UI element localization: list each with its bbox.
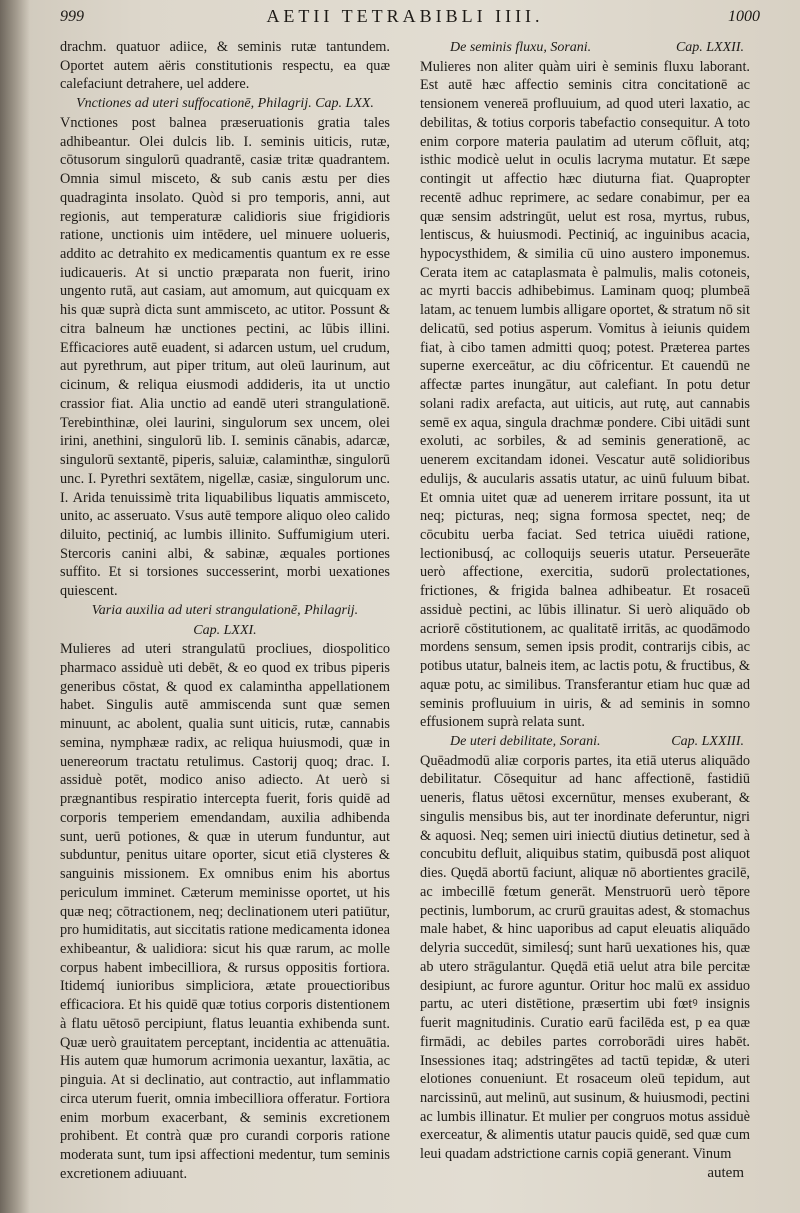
section-heading-cap-71: Varia auxilia ad uteri strangulationē, Philagrij. <box>91 602 359 618</box>
left-column <box>60 38 390 1184</box>
section-title-cap-73: De uteri debilitate, Sorani. <box>450 734 601 750</box>
section-body-cap-73: Quēadmodū aliæ corporis partes, ita etiā uterus aliquādo debilitatur. Cōsequitur ad hanc affectionē, fastidiū ueneris, flatus uētosi excernūtur, menses exuberant, & singulis mensibus bis, aut ter inordinate deferuntur, nigri & aquosi. Neq; semen uiri iniectū diutius detinetur, sed à concubitu defluit, aliquibus statim, quibusdā post aliquot dies. Quędā abortū faciunt, aliquæ nō abortientes gracilē, ac imbecillē fœtum generāt. Menstruorū uerò tēpore pectinis, lumborum, ac crurū grauitas adest, & stomachus male habet, & hinc uaporibus ad caput eleuatis aliquādo delyria succedūt, similesq́; sunt harū uexationes his, quæ ab utero strāgulantur. Quędā etiā uelut atra bile percitæ desipiunt, ac furore aguntur. Oritur hoc malū ex assiduo partu, ac uteri distētione, præsertim ubi fœtꝰ insignis fuerit magnitudinis. Curatio earū facilēda est, p ea quæ firmādi, ac debiles partes corroborādi uires habēt. Insessiones itaq; adstringētes ad tactū tepidæ, & uteri elotiones conueniunt. Et rosaceum oleū tepidum, aut narcissinū, aut melinū, aut susinum, & huiusmodi, pectini ac lumbis illinatur. Et mulier per congruos motus assiduè exerceatur, & alimentis utatur paucis quidē, sed quæ cum leui quadam adstrictione carnis copiā generant. Vinum <box>420 752 750 1163</box>
section-chapter-cap-72: Cap. LXXII. <box>675 40 744 55</box>
running-title: AETII TETRABIBLI IIII. <box>266 6 544 26</box>
page-number-right: 1000 <box>728 8 760 25</box>
section-body-cap-72: Mulieres non aliter quàm uiri è seminis fluxu laborant. Est autē hæc affectio seminis citra concitationē ac tensionem venereā profluuium, ad quod uteri laxatio, ac debilitas, & totius corporis tabefactio consequitur. A toto enim corpore materia paulatim ad uterum cōfluit, atq; isthic modicè uelut in oculis lacryma mutatur. Et sæpe contingit ut affectio hæc diuturna fiat. Quapropter recentē adhuc reprimere, ac sedare conabimur, per ea quæ sensim adstringūt, uelut est rosa, myrtus, rubus, lentiscus, & huiusmodi. Pectiniq́, ac inguinibus acacia, hypocysthidem, & similia cū uino austero imponemus. Cerata item ac cataplasmata è palmulis, malis cotoneis, ac myrti baccis adhibebimus. Laminam quoq; plumbeā latam, ac tenuem lumbis alligare oportet, & stratum nō sit delicatū, sed potius asperum. Vomitus à ieiunis quidem fiat, à cibo tamen admitti quoq; potest. Præterea partes superne exerceātur, ac diu cōfricentur. Et cauendū ne affectæ partes inungātur, aut calefiant. In potu detur solani radix arefacta, aut uiticis, aut rutę, aut cannabis semē ex aqua, singula drachmæ pondere. Cibi uitādi sunt exoluti, ac sorbiles, & ad seminis generationē, ac uenerem excitandam idonei. Vescatur autē solidioribus edulijs, & aucularis assatis utatur, ac uinū fuluum bibat. Et omnia uitet quæ ad uenerem irritare possunt, ita ut neq; picturas, neq; signa formosa spectet, neq; de cōcubitu uerba faciat. Sed tetrica uiuēdi ratione, lectionibusq́, ac colloquijs seueris utatur. Perseuerāte uerò affectione, exercitia, sudorū prolectationes, frictiones, & frigida balnea adhibeatur. Et rosaceū assiduè pectini, ac lūbis illinatur. Si uerò aliquādo ob acriorē cōstitutionem, ac qualitatē irritās, ac quodāmodo mordens sensum, semen ipsis prodit, contrarijs cibis, ac potibus utatur, balneis item, ac lactis potu, & fructibus, & aquæ potu, ac similibus. Transferantur etiam huc quæ ad seminis profluuium in uiris, & ad seminis in somno effusionem suprà relata sunt. <box>420 58 750 731</box>
section-heading-cap-70: Vnctiones ad uteri suffocationē, Philagrij. Cap. LXX. <box>76 96 374 112</box>
page-spine-shadow <box>0 0 30 1213</box>
section-heading-cap-72 <box>420 38 750 58</box>
page-number-left: 999 <box>60 8 84 25</box>
section-title-cap-72: De seminis fluxu, Sorani. <box>450 40 592 55</box>
section-heading-cap-73 <box>420 732 750 752</box>
section-body-cap-71: Mulieres ad uteri strangulatū procliues, diospolitico pharmaco assiduè uti debēt, & eo quod ex tribus piperis generibus cōstat, & quod ex calamintha appellationem habet. Singulis autē ammiscenda sunt quæ semen minuunt, ac abolent, qualia sunt uiticis, rutæ, cannabis semina, nymphææ radix, ac reliqua huiusmodi, quæ in uenereorum tractatu retulimus. Castorij quoq; drac. I. assiduè potēt, modico aniso adiecto. At uerò si prægnantibus respiratio intercepta fuerit, foris quidē ad corporis temperiem emendandam, auxilia adhibenda sunt, uerū potiones, & quæ in uterum funduntur, aut subduntur, penitus uitare oporter, sicut etiā clysteres & sanguinis missionem. Ex omnibus enim his abortus periculum imminet. Cæterum meminisse oportet, ut his quæ neq; cōtractionem, neq; declinationem uteri patiūtur, pro humiditatis, aut siccitatis ratione medicamenta idonea exhibeantur, & ualidiora: sicut his quæ rarum, ac molle corpus habent imbecilliora, & rursus oppositis fortiora. Itidemq́ iunioribus simpliciora, ætate prouectioribus efficaciora. Et his quidē quæ totius corporis distentionem à flatu uētosō percipiunt, flatus leuantia exhibenda sunt. Quæ uerò grauitatem perceptant, incidentia ac attenuātia. His autem quæ humorum acrimonia uexantur, laxātia, ac pinguia. At si declinatio, aut contractio, aut inflammatio circa uterum fuerit, omnia imbecilliora offeratur. Fortiora enim morbum exacerbant, & seminis excretionem prohibent. Et contrà quæ pro curandi corporis ratione moderata sunt, tum ipsi affectioni medentur, tum seminis excretionem adiuuant. <box>60 641 390 1182</box>
catchword: autem <box>707 1164 744 1181</box>
section-chapter-cap-71: Cap. LXXI. <box>193 622 257 638</box>
right-column <box>420 38 750 1184</box>
intro-paragraph: drachm. quatuor adiice, & seminis rutæ tantundem. Oportet autem aëris constitutionis respectu, ea quæ calefaciunt detrahere, uel addere. <box>60 39 390 93</box>
running-head <box>60 6 760 34</box>
section-chapter-cap-73: Cap. LXXIII. <box>671 734 744 750</box>
section-body-cap-70: Vnctiones post balnea præseruationis gratia tales adhibeantur. Olei dulcis lib. I. seminis uiticis, rutæ, cōtusorum singulorū quadrantē, casiæ tritæ quadrantem. Omnia simul misceto, & sub canis æstu per dies quadraginta insolato. Quòd si pro temporis, anni, aut regionis, aut temperaturæ calidioris siue frigidioris ratione, unctionis uim intēdere, uel minuere uolueris, addito ac detrahito ex medicamentis quantum ex re esse iudicaueris. At si unctio præparata non fuerit, irino ungento rutā, aut casiam, aut amomum, aut quicquam ex his quæ suprà dicta sunt ammisceto, ac utitor. Possunt & citra balneum hæ unctiones pectini, ac lūbis illini. Efficaciores autē euadent, si adarcen ustum, uel crudum, aut pyrethrum, aut piper tritum, aut oleū laurinum, aut cicinum, & reliqua eiusmodi addideris, ita ut unctio crassior fiat. Alia unctio ad eandē uteri strangulationē. Terebinthinæ, olei laurini, singulorum sex uncem, olei irini, anethini, singulorū lib. I. seminis cānabis, adarcæ, singulorū sextantē, piperis, saluiæ, calaminthæ, singulorū unc. I. Pyrethri sextātem, nigellæ, casiæ, singulorum unc. I. Arida tenuissimè trita liquabilibus liquatis ammisceto, unito, ac asseruato. Vsus autē tempore aliquo oleo calido diluito, pectiniq́, ac lumbis illinito. Suffumigium uteri. Stercoris canini albi, & sabinæ, æquales portiones suffito. Et si torsiones successerint, morbi uexationes quiescent. <box>60 114 390 600</box>
